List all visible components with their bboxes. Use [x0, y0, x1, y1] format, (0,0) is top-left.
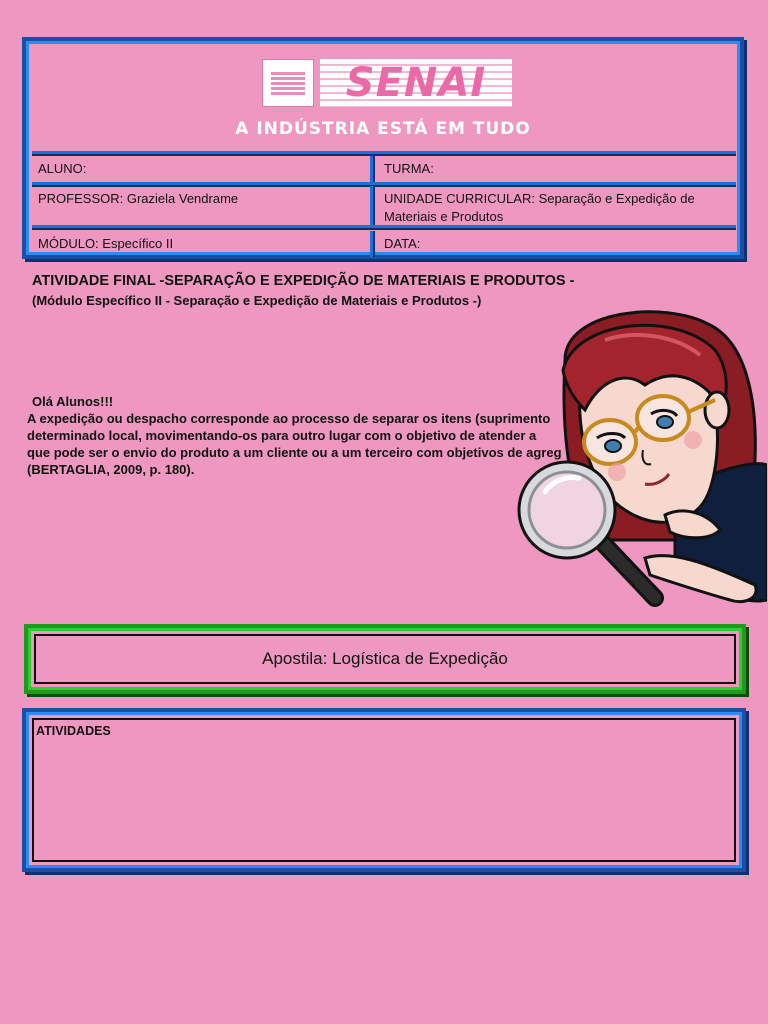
activity-subtitle: (Módulo Específico II - Separação e Expedição de Materiais e Produtos -): [32, 293, 482, 308]
atividades-label: ATIVIDADES: [36, 724, 111, 738]
senai-logo: [262, 59, 514, 107]
apostila-label: Apostila: Logística de Expedição: [262, 649, 508, 668]
teacher-avatar-icon: [505, 300, 767, 612]
unidade-line1: UNIDADE CURRICULAR: Separação e Expedição de: [384, 191, 695, 206]
tagline: A INDÚSTRIA ESTÁ EM TUDO: [235, 119, 531, 139]
turma-field: TURMA:: [384, 161, 434, 176]
intro-line: determinado local, movimentando-os para outro lugar com o objetivo de atender a: [27, 428, 537, 443]
apostila-box: [24, 624, 746, 694]
intro-line: (BERTAGLIA, 2009, p. 180).: [27, 462, 195, 477]
professor-field: PROFESSOR: Graziela Vendrame: [38, 191, 239, 206]
header-box: [22, 37, 744, 259]
unidade-field: [378, 186, 736, 226]
unidade-line2: Materiais e Produtos: [384, 209, 504, 224]
greeting: Olá Alunos!!!: [32, 394, 114, 409]
logo-word: SENAI: [320, 59, 512, 107]
modulo-field: MÓDULO: Específico II: [38, 236, 174, 251]
intro-line: que pode ser o envio do produto a um cliente ou a um terceiro com objetivos de agreg: [27, 445, 562, 460]
data-field: DATA:: [384, 236, 421, 251]
aluno-field: ALUNO:: [38, 161, 87, 176]
logo-seal-icon: [262, 59, 314, 107]
atividades-box: [22, 708, 746, 872]
activity-title: ATIVIDADE FINAL -SEPARAÇÃO E EXPEDIÇÃO DE MATERIAIS E PRODUTOS -: [32, 273, 575, 289]
intro-line: A expedição ou despacho corresponde ao processo de separar os itens (suprimento: [27, 411, 551, 426]
info-grid: [32, 151, 736, 257]
